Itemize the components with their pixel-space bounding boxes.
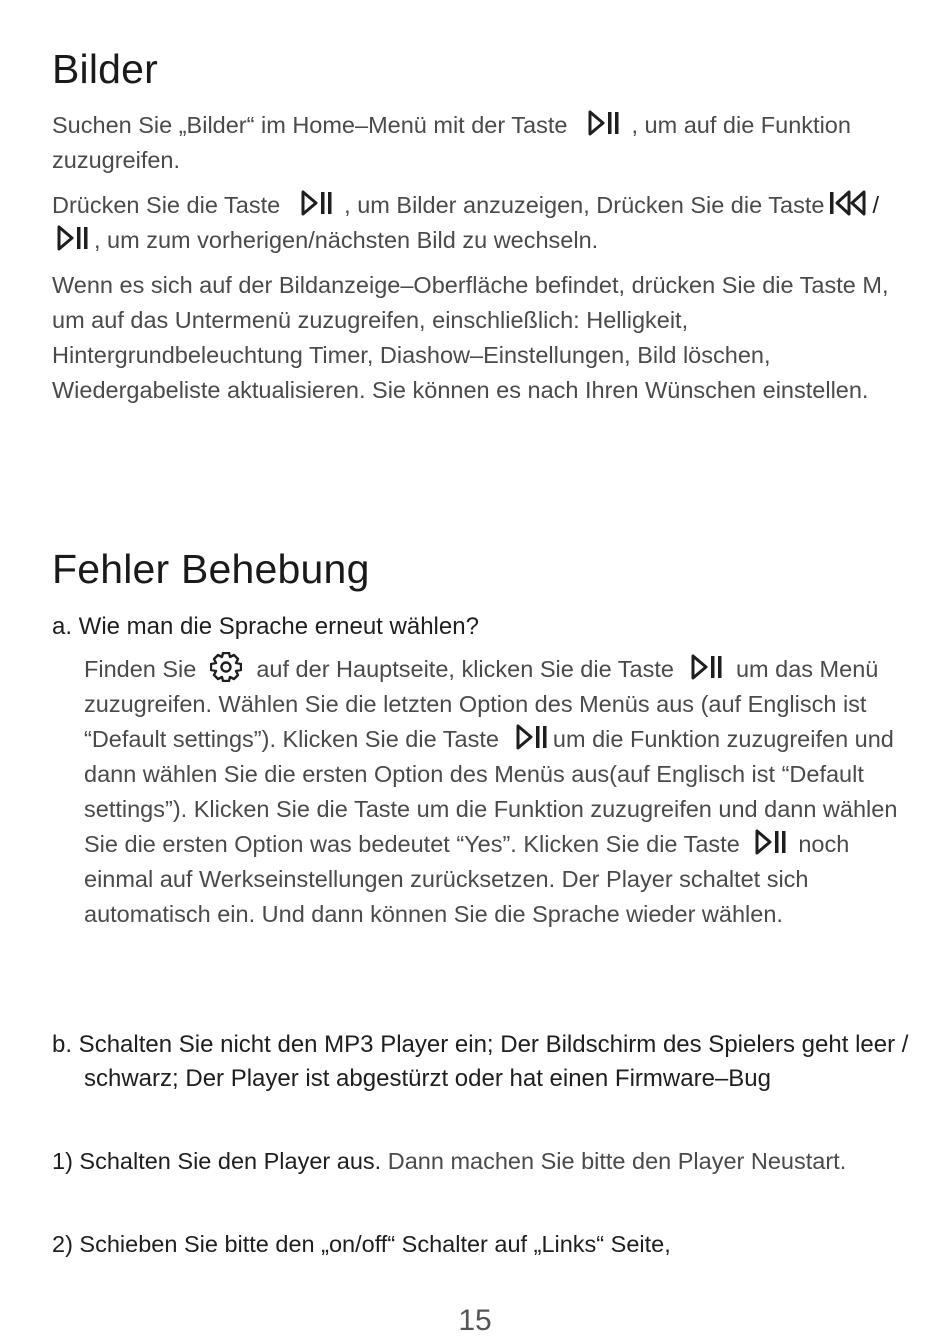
step-2: 2) Schieben Sie bitte den „on/off“ Schalter auf „Links“ Seite, [52,1231,671,1257]
bilder-paragraph-2 [52,188,912,258]
play-pause-icon [56,225,90,251]
settings-gear-icon [210,652,242,682]
play-pause-icon [300,190,334,216]
bilder-p2-text-a: Drücken Sie die Taste [52,192,281,218]
answer-a-text-3: um das Menü zuzugreifen. Wählen Sie die letzten Option des Menüs aus (auf Englisch ist “Default settings”). Klicken Sie die Taste [84,656,879,752]
section-title-fehler-behebung: Fehler Behebung [52,546,370,592]
bilder-p2-separator: / [872,192,879,218]
previous-track-icon [828,190,868,216]
answer-a-text-4: um die Funktion zuzugreifen und dann wählen Sie die ersten Option des Menüs aus(auf Englisch ist “Default settings”). Klicken Sie die Taste um die Funktion zuzugreifen und dann wählen Sie die ersten Option was bedeutet “Yes”. Klicken Sie die Taste [84,726,898,857]
page-number: 15 [458,1304,492,1337]
section-title-bilder: Bilder [52,46,159,92]
play-pause-icon [690,654,724,680]
play-pause-icon [515,724,549,750]
answer-a-text-5: noch einmal auf Werkseinstellungen zurücksetzen. Der Player schaltet sich automatisch ein. Und dann können Sie die Sprache wieder wählen. [84,831,850,927]
answer-a-text-1: Finden Sie [84,656,197,682]
step-1-rest: Dann machen Sie bitte den Player Neustart. [387,1148,847,1174]
answer-a-text-2: auf der Hauptseite, klicken Sie die Taste [256,656,674,682]
question-b: b. Schalten Sie nicht den MP3 Player ein; Der Bildschirm des Spielers geht leer / schwarz; Der Player ist abgestürzt oder hat einen Firmware–Bug [52,1031,909,1092]
bilder-paragraph-1 [52,108,912,178]
play-pause-icon [754,829,788,855]
answer-a [84,652,914,932]
bilder-p2-text-b: , um Bilder anzuzeigen, Drücken Sie die Taste [344,192,825,218]
question-a: a. Wie man die Sprache erneut wählen? [52,613,479,640]
bilder-paragraph-3: Wenn es sich auf der Bildanzeige–Oberfläche befindet, drücken Sie die Taste M, um auf das Untermenü zuzugreifen, einschließlich: Helligkeit, Hintergrundbeleuchtung Timer, Diashow–Einstellungen, Bild löschen, Wiedergabeliste aktualisieren. Sie können es nach Ihren Wünschen einstellen. [52,272,889,403]
play-pause-icon [587,110,621,136]
bilder-p1-text-b: , um auf die Funktion zuzugreifen. [52,112,851,173]
bilder-p1-text-a: Suchen Sie „Bilder“ im Home–Menü mit der Taste [52,112,568,138]
step-1 [52,1144,912,1179]
step-1-bold: 1) Schalten Sie den Player aus. [52,1148,382,1174]
bilder-p2-text-c: , um zum vorherigen/nächsten Bild zu wechseln. [94,227,599,253]
